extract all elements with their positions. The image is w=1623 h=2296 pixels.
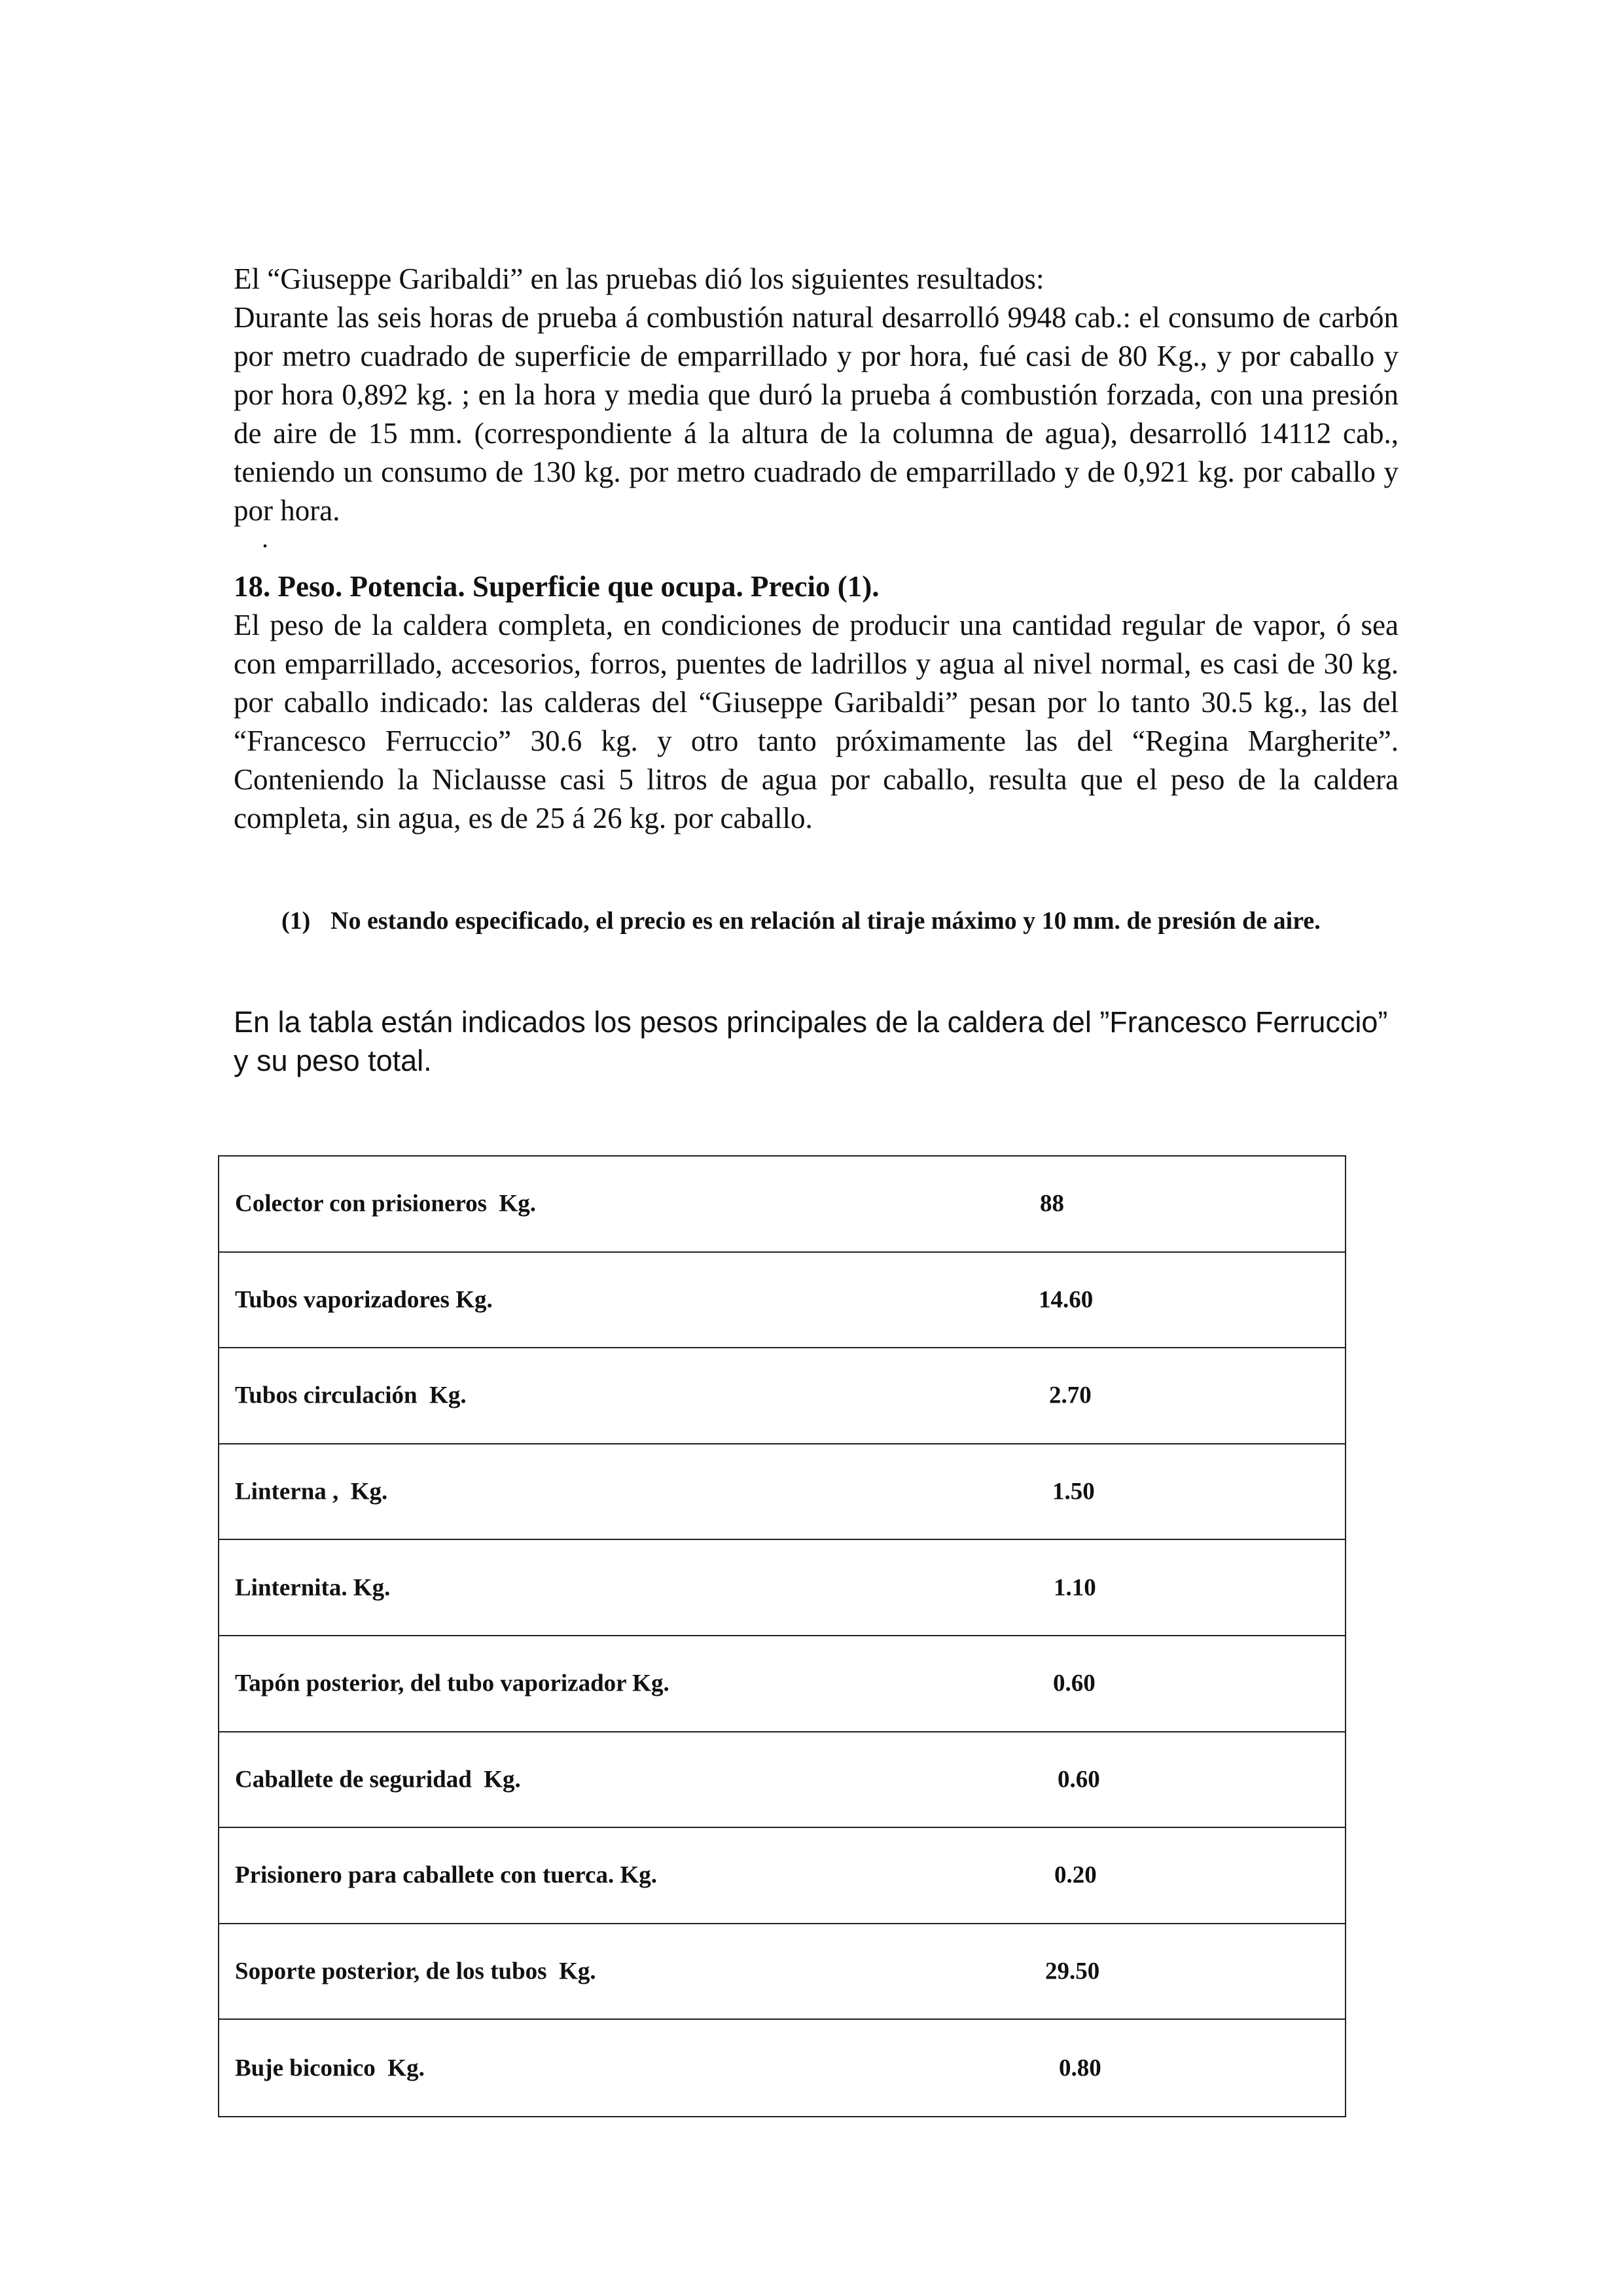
table-row: [219, 1828, 1345, 1924]
table-row: [219, 2020, 1345, 2116]
table-row: [219, 1444, 1345, 1541]
table-intro: [234, 1003, 1399, 1080]
table-row: [219, 1540, 1345, 1636]
row-value: 1.10: [1054, 1574, 1096, 1602]
row-label: Soporte posterior, de los tubos Kg.: [235, 1958, 596, 1985]
row-label: Colector con prisioneros Kg.: [235, 1190, 537, 1217]
row-label: Tapón posterior, del tubo vaporizador Kg.: [235, 1670, 669, 1697]
table-row: [219, 1636, 1345, 1732]
row-value: 88: [1040, 1190, 1064, 1217]
table-row: [219, 1924, 1345, 2020]
weights-table: [218, 1155, 1346, 2117]
row-value: 0.20: [1054, 1861, 1097, 1889]
row-value: 0.80: [1059, 2054, 1101, 2082]
row-value: 14.60: [1039, 1286, 1094, 1314]
section-18: [234, 567, 1399, 838]
row-value: 2.70: [1049, 1382, 1092, 1409]
intro-block: [234, 260, 1399, 530]
row-label: Linterna , Kg.: [235, 1478, 388, 1505]
row-label: Buje biconico Kg.: [235, 2054, 425, 2082]
row-label: Caballete de seguridad Kg.: [235, 1766, 521, 1793]
table-row: [219, 1253, 1345, 1349]
row-value: 1.50: [1052, 1478, 1095, 1505]
table-intro-paragraph: En la tabla están indicados los pesos principales de la caldera del ”Francesco Ferruccio” y su peso total.: [234, 1005, 1388, 1077]
section-heading: 18. Peso. Potencia. Superficie que ocupa. Precio (1).: [234, 570, 880, 603]
row-value: 0.60: [1058, 1766, 1100, 1793]
table-row: [219, 1157, 1345, 1253]
row-value: 0.60: [1053, 1670, 1096, 1697]
row-label: Prisionero para caballete con tuerca. Kg.: [235, 1861, 657, 1889]
row-label: Tubos vaporizadores Kg.: [235, 1286, 493, 1314]
footnote-marker: (1): [281, 907, 311, 935]
footnote-text: No estando especificado, el precio es en relación al tiraje máximo y 10 mm. de presión de aire.: [330, 907, 1321, 935]
intro-line: El “Giuseppe Garibaldi” en las pruebas dió los siguientes resultados:: [234, 262, 1044, 295]
row-label: Tubos circulación Kg.: [235, 1382, 467, 1409]
footnote: [281, 905, 1407, 937]
row-label: Linternita. Kg.: [235, 1574, 391, 1602]
section-paragraph: El peso de la caldera completa, en condiciones de producir una cantidad regular de vapor, ó sea con emparrillado, accesorios, forros, puentes de ladrillos y agua al nivel normal, es casi de 30 kg. por caballo indicado: las calderas del “Giuseppe Garibaldi” pesan por lo tanto 30.5 kg., las del “Francesco Ferruccio” 30.6 kg. y otro tanto próximamente las del “Regina Margherite”. Conteniendo la Niclausse casi 5 litros de agua por caballo, resulta que el peso de la caldera completa, sin agua, es de 25 á 26 kg. por caballo.: [234, 609, 1399, 834]
table-row: [219, 1348, 1345, 1444]
intro-paragraph: Durante las seis horas de prueba á combustión natural desarrolló 9948 cab.: el consumo de carbón por metro cuadrado de superficie de emparrillado y por hora, fué casi de 80 Kg., y por caballo y por hora 0,892 kg. ; en la hora y media que duró la prueba á combustión forzada, con una presión de aire de 15 mm. (correspondiente á la altura de la columna de agua), desarrolló 14112 cab., teniendo un consumo de 130 kg. por metro cuadrado de emparrillado y de 0,921 kg. por caballo y por hora.: [234, 301, 1399, 527]
stray-dot: .: [262, 524, 268, 553]
table-row: [219, 1732, 1345, 1829]
row-value: 29.50: [1045, 1958, 1100, 1985]
